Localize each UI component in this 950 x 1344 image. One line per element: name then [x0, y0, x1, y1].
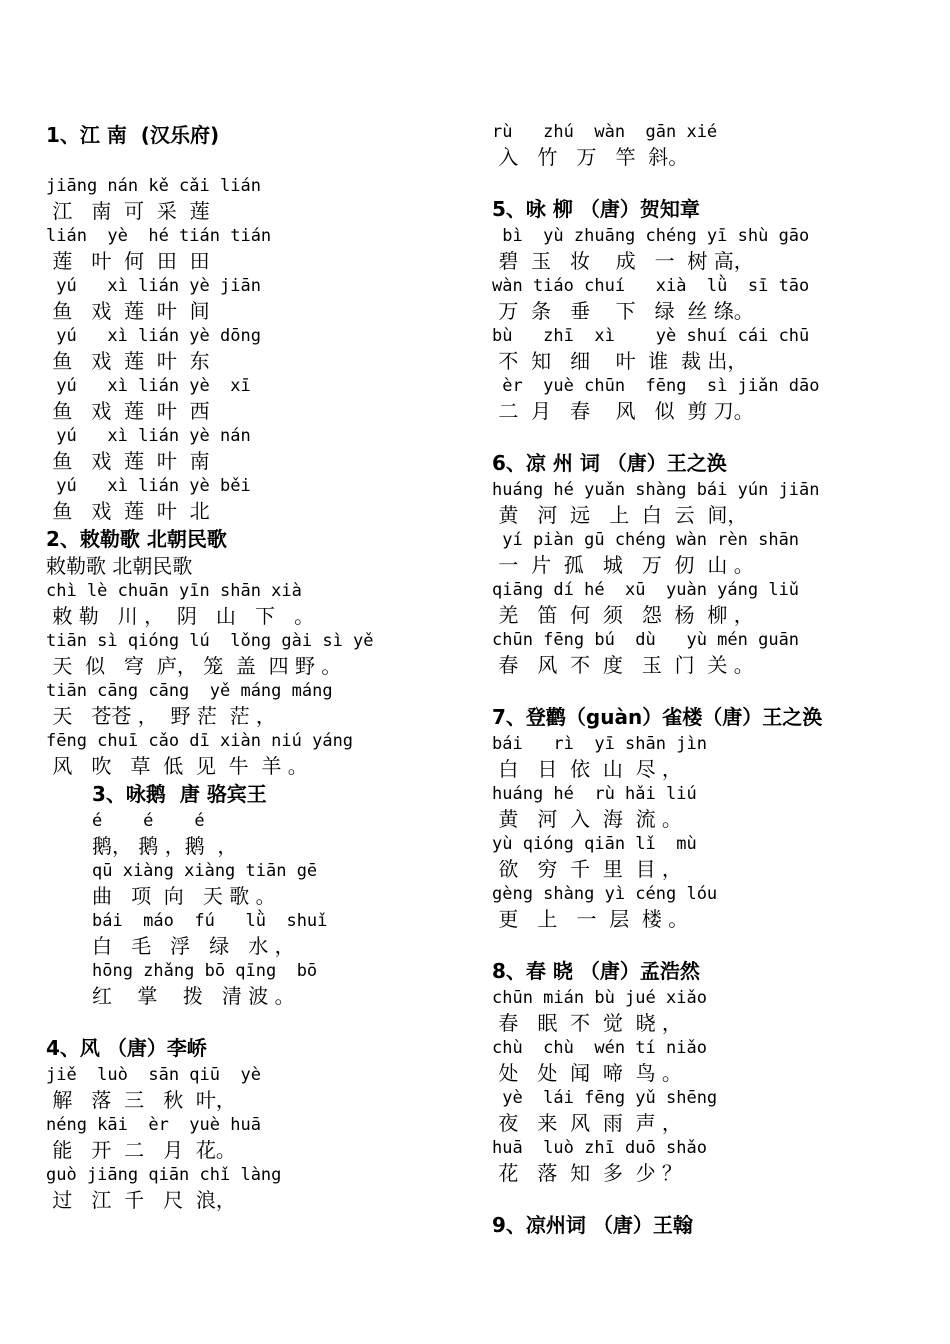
pinyin-line: gèng shàng yì céng lóu [492, 884, 718, 904]
hanzi-line: 碧 玉 妆 成 一 树 高， [492, 249, 754, 273]
poem-5 [492, 194, 922, 424]
pinyin-line: yú xì lián yè nán [46, 426, 251, 446]
pinyin-line: qū xiàng xiàng tiān gē [92, 861, 318, 881]
hanzi-line: 莲 叶 何 田 田 [46, 249, 210, 273]
pinyin-line: qiāng dí hé xū yuàn yáng liǔ [492, 580, 800, 600]
hanzi-line: 鱼 戏 莲 叶 北 [46, 499, 210, 523]
poem-1 [46, 120, 466, 524]
poem-body [46, 1063, 466, 1213]
hanzi-line: 春 风 不 度 玉 门 关 。 [492, 653, 754, 677]
poem-title: 1、江 南 (汉乐府) [46, 123, 220, 147]
pinyin-line: bì yù zhuāng chéng yī shù gāo [492, 226, 810, 246]
pinyin-line: rù zhú wàn gān xié [492, 122, 718, 142]
poem-body [46, 174, 466, 524]
poem-title: 5、咏 柳 （唐）贺知章 [492, 197, 700, 221]
hanzi-line: 解 落 三 秋 叶， [46, 1088, 236, 1112]
left-column [46, 120, 466, 1213]
pinyin-line: bái rì yī shān jìn [492, 734, 707, 754]
pinyin-line: chūn fēng bú dù yù mén guān [492, 630, 800, 650]
hanzi-line: 更 上 一 层 楼 。 [492, 907, 689, 931]
pinyin-line: yú xì lián yè xī [46, 376, 251, 396]
pinyin-line: tiān cāng cāng yě máng máng [46, 681, 333, 701]
hanzi-line: 夜 来 风 雨 声 ， [492, 1111, 682, 1135]
hanzi-line: 羌 笛 何 须 怨 杨 柳 ， [492, 603, 754, 627]
pinyin-line: yú xì lián yè jiān [46, 276, 261, 296]
poem-subtitle: 敕勒歌 北朝民歌 [46, 554, 193, 578]
pinyin-line: yù qióng qiān lǐ mù [492, 834, 697, 854]
poem-body [492, 478, 922, 678]
hanzi-line: 二 月 春 风 似 剪 刀。 [492, 399, 754, 423]
hanzi-line: 黄 河 入 海 流 。 [492, 807, 682, 831]
pinyin-line: chì lè chuān yīn shān xià [46, 581, 302, 601]
poem-6 [492, 448, 922, 678]
hanzi-line: 春 眠 不 觉 晓 ， [492, 1011, 682, 1035]
hanzi-line: 鹅， 鹅 ，鹅 ， [92, 834, 238, 858]
hanzi-line: 处 处 闻 啼 鸟 。 [492, 1061, 682, 1085]
hanzi-line: 鱼 戏 莲 叶 西 [46, 399, 210, 423]
poem-body [46, 579, 466, 779]
poem-8 [492, 956, 922, 1186]
pinyin-line: chù chù wén tí niǎo [492, 1038, 707, 1058]
hanzi-line: 欲 穷 千 里 目 ， [492, 857, 682, 881]
poem-title: 7、登鹳（guàn）雀楼（唐）王之涣 [492, 705, 823, 729]
poem-4-continued [492, 120, 922, 170]
pinyin-line: hōng zhǎng bō qīng bō [92, 961, 318, 981]
pinyin-line: bái máo fú lǜ shuǐ [92, 911, 328, 931]
hanzi-line: 黄 河 远 上 白 云 间， [492, 503, 748, 527]
pinyin-line: jiāng nán kě cǎi lián [46, 176, 261, 196]
hanzi-line: 白 毛 浮 绿 水 ， [92, 934, 295, 958]
pinyin-line: yè lái fēng yǔ shēng [492, 1088, 718, 1108]
poem-9 [492, 1210, 922, 1240]
hanzi-line: 万 条 垂 下 绿 丝 绦。 [492, 299, 754, 323]
hanzi-line: 鱼 戏 莲 叶 东 [46, 349, 210, 373]
poem-3 [46, 779, 466, 1009]
poem-body [492, 120, 922, 170]
hanzi-line: 花 落 知 多 少 ？ [492, 1161, 682, 1185]
pinyin-line: bù zhī xì yè shuí cái chū [492, 326, 810, 346]
hanzi-line: 一 片 孤 城 万 仞 山 。 [492, 553, 754, 577]
hanzi-line: 风 吹 草 低 见 牛 羊 。 [46, 754, 308, 778]
poem-title: 2、敕勒歌 北朝民歌 [46, 527, 227, 551]
hanzi-line: 敕 勒 川 ， 阴 山 下 。 [46, 604, 315, 628]
hanzi-line: 入 竹 万 竿 斜。 [492, 145, 689, 169]
poem-body [92, 809, 466, 1009]
hanzi-line: 天 似 穹 庐， 笼 盖 四 野 。 [46, 654, 342, 678]
hanzi-line: 能 开 二 月 花。 [46, 1138, 236, 1162]
hanzi-line: 白 日 依 山 尽 ， [492, 757, 682, 781]
poem-body [492, 986, 922, 1186]
poem-title: 9、凉州词 （唐）王翰 [492, 1213, 693, 1237]
pinyin-line: chūn mián bù jué xiǎo [492, 988, 707, 1008]
poem-title: 4、风 （唐）李峤 [46, 1036, 207, 1060]
hanzi-line: 红 掌 拨 清 波 。 [92, 984, 295, 1008]
poem-body [492, 224, 922, 424]
pinyin-line: huáng hé yuǎn shàng bái yún jiān [492, 480, 820, 500]
pinyin-line: yí piàn gū chéng wàn rèn shān [492, 530, 800, 550]
pinyin-line: néng kāi èr yuè huā [46, 1115, 261, 1135]
poem-2 [46, 524, 466, 779]
poem-title: 3、咏鹅 唐 骆宾王 [92, 782, 267, 806]
pinyin-line: èr yuè chūn fēng sì jiǎn dāo [492, 376, 820, 396]
poem-4 [46, 1033, 466, 1213]
pinyin-line: fēng chuī cǎo dī xiàn niú yáng [46, 731, 354, 751]
pinyin-line: yú xì lián yè běi [46, 476, 251, 496]
poem-body [492, 732, 922, 932]
pinyin-line: tiān sì qióng lú lǒng gài sì yě [46, 631, 374, 651]
pinyin-line: lián yè hé tián tián [46, 226, 272, 246]
right-column [492, 120, 922, 1240]
pinyin-line: yú xì lián yè dōng [46, 326, 261, 346]
pinyin-line: huā luò zhī duō shǎo [492, 1138, 707, 1158]
pinyin-line: huáng hé rù hǎi liú [492, 784, 697, 804]
pinyin-line: wàn tiáo chuí xià lǜ sī tāo [492, 276, 810, 296]
hanzi-line: 鱼 戏 莲 叶 南 [46, 449, 210, 473]
pinyin-line: jiě luò sān qiū yè [46, 1065, 261, 1085]
poem-7 [492, 702, 922, 932]
hanzi-line: 天 苍苍 ， 野 茫 茫 ， [46, 704, 276, 728]
poem-title: 8、春 晓 （唐）孟浩然 [492, 959, 700, 983]
hanzi-line: 不 知 细 叶 谁 裁 出， [492, 349, 748, 373]
hanzi-line: 过 江 千 尺 浪， [46, 1188, 236, 1212]
hanzi-line: 鱼 戏 莲 叶 间 [46, 299, 210, 323]
hanzi-line: 江 南 可 采 莲 [46, 199, 210, 223]
pinyin-line: é é é [92, 811, 205, 831]
pinyin-line: guò jiāng qiān chǐ làng [46, 1165, 282, 1185]
poem-title: 6、凉 州 词 （唐）王之涣 [492, 451, 727, 475]
hanzi-line: 曲 项 向 天 歌 。 [92, 884, 276, 908]
